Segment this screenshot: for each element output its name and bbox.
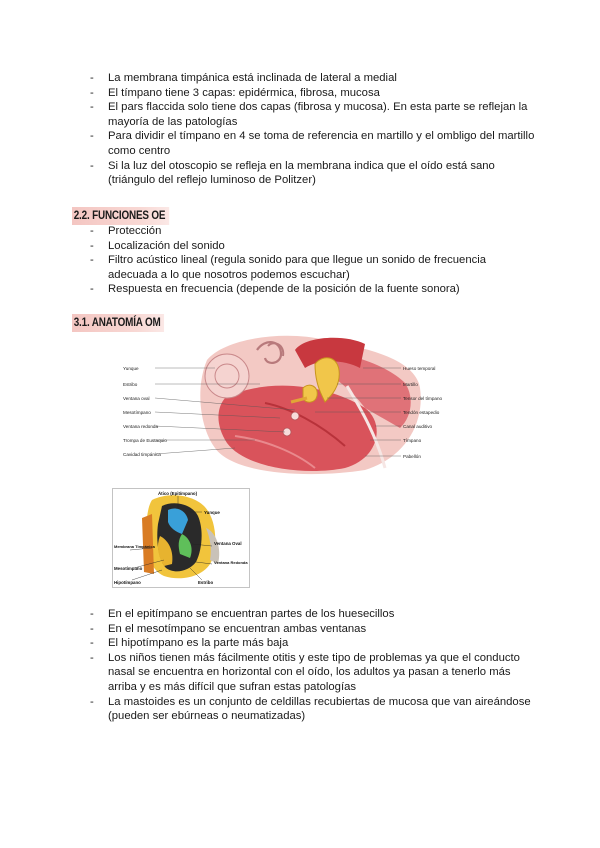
- list-item: - En el epitímpano se encuentran partes de los huesecillos: [88, 607, 538, 622]
- label-timpano: Tímpano: [403, 438, 422, 443]
- label-ventana-redonda-2: Ventana Redonda: [214, 560, 248, 565]
- list-item: - La membrana timpánica está inclinada de lateral a medial: [88, 71, 538, 86]
- label-ventana-oval: Ventana oval: [123, 396, 150, 401]
- label-mesotimpano-2: Mesotímpano: [114, 566, 143, 571]
- label-mesotimpano: Mesotímpano: [123, 410, 151, 415]
- label-martillo: Martillo: [403, 382, 418, 387]
- label-pabellon: Pabellón: [403, 454, 421, 459]
- section-heading-funciones-oe: 2.2. FUNCIONES OE: [72, 207, 169, 225]
- bullet-list-funciones: [88, 224, 538, 297]
- list-item: - El hipotímpano es la parte más baja: [88, 636, 538, 651]
- section-heading-anatomia-om: 3.1. ANATOMÍA OM: [72, 314, 164, 332]
- label-estribo: Estribo: [123, 382, 138, 387]
- list-item: - Respuesta en frecuencia (depende de la posición de la fuente sonora): [88, 282, 538, 297]
- list-item: - El pars flaccida solo tiene dos capas (fibrosa y mucosa). En esta parte se reflejan la mayoría de las patologías: [88, 100, 538, 129]
- tympanic-zones-illustration: [112, 488, 250, 588]
- label-trompa: Trompa de Eustaquio: [123, 438, 167, 443]
- label-hueso-temporal: Hueso temporal: [403, 366, 436, 371]
- label-tensor: Tensor del tímpano: [403, 396, 443, 401]
- label-membrana: Membrana Timpánica: [114, 544, 155, 549]
- list-item: - La mastoides es un conjunto de celdillas recubiertas de mucosa que van aireándose (pueden ser ebúrneas o neumatizadas): [88, 695, 538, 724]
- middle-ear-illustration: [115, 328, 495, 476]
- label-ventana-oval-2: Ventana Oval: [214, 541, 242, 546]
- label-hipotimpano: Hipotímpano: [114, 580, 141, 585]
- label-ventana-redonda: Ventana redonda: [123, 424, 158, 429]
- list-item: - Para dividir el tímpano en 4 se toma de referencia en martillo y el ombligo del martillo como centro: [88, 129, 538, 158]
- list-item: - Filtro acústico lineal (regula sonido para que llegue un sonido de frecuencia adecuada a lo que nosotros podemos escuchar): [88, 253, 538, 282]
- label-tendon: Tendón estapedio: [403, 410, 440, 415]
- label-yunque-2: Yunque: [204, 510, 220, 515]
- label-canal: Canal auditivo: [403, 424, 433, 429]
- label-atico: Ático (Epitímpano): [158, 491, 198, 496]
- list-item: - Si la luz del otoscopio se refleja en la membrana indica que el oído está sano (triángulo del reflejo luminoso de Politzer): [88, 159, 538, 188]
- bullet-list-membrana: [88, 71, 538, 188]
- list-item: - Localización del sonido: [88, 239, 538, 254]
- list-item: - Los niños tienen más fácilmente otitis y este tipo de problemas ya que el conducto nasal se encuentra en horizontal con el oído, los adultos ya pasan a tenerlo más arriba y es más difícil que sufran estas patologías: [88, 651, 538, 695]
- bullet-list-timpano-zonas: [88, 607, 538, 724]
- label-estribo-2: Estribo: [198, 580, 214, 585]
- list-item: - En el mesotímpano se encuentran ambas ventanas: [88, 622, 538, 637]
- list-item: - Protección: [88, 224, 538, 239]
- label-cavidad: Cavidad timpánica: [123, 452, 161, 457]
- list-item: - El tímpano tiene 3 capas: epidérmica, fibrosa, mucosa: [88, 86, 538, 101]
- label-yunque: Yunque: [123, 366, 139, 371]
